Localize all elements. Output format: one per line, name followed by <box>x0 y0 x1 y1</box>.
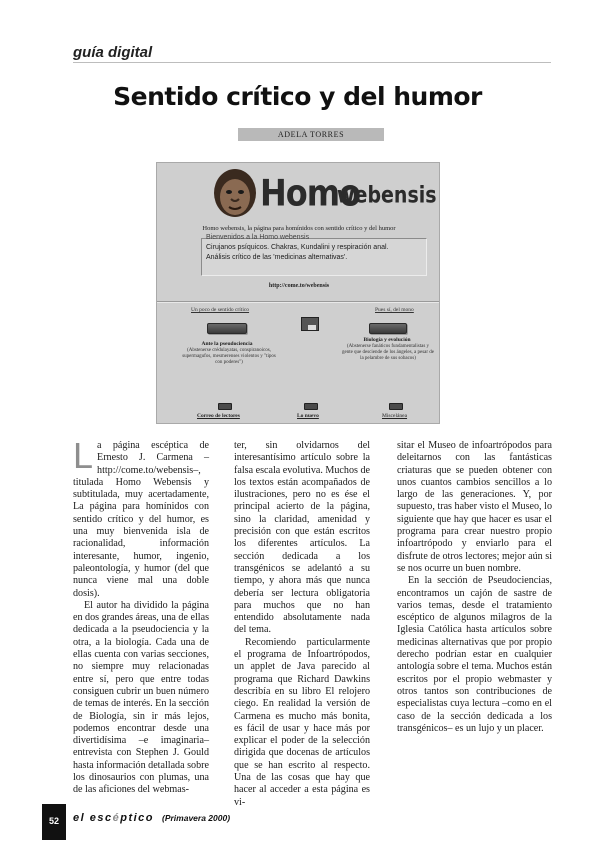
footer-link-correo[interactable]: Correo de lectores <box>197 413 240 419</box>
nuevo-button[interactable] <box>304 403 318 410</box>
site-tagline: Homo webensis, la página para homínidos con sentido crítico y del humor <box>202 225 396 232</box>
article-column-1 <box>73 435 209 797</box>
pseudociencia-heading: Ante la pseudociencia <box>201 341 253 347</box>
paragraph: Recomiendo particularmente el programa de Infoartrópodos, un applet de Java parecido al programa que Richard Dawkins describía en su libro El relojero ciego. En realidad la versión de Carmena es mucho más bonita, es fácil de usar y hace más por explicar el poder de la selección dirigida que docenas de artículos que se han escrito al respecto. Una de las cosas que hay que hacer al acceder a esta página es vi- <box>234 636 370 808</box>
paragraph: El autor ha dividido la página en dos grandes áreas, una de ellas dedicada a la pseudociencia y la otra, a la biología. Cada una de ellas cuenta con varias secciones, no siempre muy relacionadas entre sí, pero que entre todas consiguen cubrir un buen número de temas de interés. En la sección de Biología, sin ir más lejos, podemos encontrar desde una divertidísima –e imaginaria– entrevista con Stephen J. Gould hasta información detallada sobre los dinosaurios con plumas, una de las aficiones del webmas- <box>73 599 209 796</box>
mailbox-icon[interactable] <box>301 317 319 331</box>
listbox-line: Análisis crítico de las 'medicinas alternativas'. <box>206 254 348 261</box>
magazine-name-part: ptico <box>120 812 154 824</box>
biologia-heading: Biología y evolución <box>363 337 411 343</box>
hominid-face-icon <box>212 166 258 218</box>
link-sentido-critico[interactable]: Un poco de sentido crítico <box>191 307 250 313</box>
article-title: Sentido crítico y del humor <box>113 82 482 111</box>
website-screenshot <box>156 162 440 424</box>
section-label: guía digital <box>73 44 153 61</box>
biologia-button[interactable] <box>369 323 407 334</box>
listbox-line: Cirujanos psíquicos. Chakras, Kundalini y respiración anal. <box>206 244 389 251</box>
logo-homo-text: Homo <box>260 171 361 215</box>
magazine-name <box>73 812 154 824</box>
footer-link-miscelanea[interactable]: Miscelánea <box>382 413 408 419</box>
author-byline: ADELA TORRES <box>238 128 384 141</box>
paragraph: En la sección de Pseudociencias, encontramos un cajón de sastre de varios temas, desde el tratamiento escéptico de algunos milagros de la Iglesia Católica hasta artículos sobre medicinas alternativas que por propio derecho podrían estar en cualquier antología sobre el tema. Muchos están escritos por el propio webmaster y otros tantos son contribuciones de especialistas cuya lectura –como en el caso de la sección dedicada a los transgénicos– es un lujo y un placer. <box>397 575 552 734</box>
logo-webensis-text: webensis <box>337 182 437 209</box>
site-url[interactable]: http://come.to/webensis <box>268 283 330 289</box>
issue-label: (Primavera 2000) <box>162 813 231 823</box>
news-listbox[interactable] <box>201 234 427 276</box>
article-column-2 <box>234 440 370 809</box>
footer-link-nuevo[interactable]: Lo nuevo <box>297 413 319 419</box>
link-del-mono[interactable]: Pues sí, del mono <box>375 307 414 313</box>
miscelanea-button[interactable] <box>389 403 403 410</box>
magazine-name-part: el esc <box>73 812 113 824</box>
biologia-description: (Abstenerse fanáticos fundamentalistas y gente que desciende de los ángeles, a pesar de la pelambre de sus sobacos) <box>341 344 435 361</box>
paragraph: a página escéptica de Ernesto J. Carmena –http://come.to/webensis–, titulada Homo Webensis y subtitulada, muy acertadamente, La página para homínidos con sentido crítico y del humor, es una muy bienvenida isla de racionalidad, información interesante, humor, ingenio, paleontología, y humor (del que nunca viene mal una doble dosis). <box>73 440 209 599</box>
pseudociencia-button[interactable] <box>207 323 247 334</box>
drop-cap: L <box>73 435 94 476</box>
article-column-3 <box>397 440 552 735</box>
paragraph: ter, sin olvidarnos del interesantísimo artículo sobre la falsa escala evolutiva. Muchos de los textos están acompañados de ilustraciones, pero no es ése el principal acierto de la página, sino la claridad, amenidad y precisión con que están escritos los diferentes artículos. La sección dedicada a los transgénicos se adelantó a su tiempo, y ahora más que nunca debería ser lectura obligatoria para muchos que no han entendido absolutamente nada del tema. <box>234 440 370 636</box>
magazine-name-accent: é <box>112 812 121 824</box>
listbox-cut-line: Bienvenidos a la Homo webensis <box>206 234 310 241</box>
header-rule <box>73 62 551 63</box>
page-number: 52 <box>42 804 66 840</box>
correo-button[interactable] <box>218 403 232 410</box>
paragraph: sitar el Museo de infoartrópodos para deleitarnos con las fantásticas criaturas que se pueden obtener con unos cuantos cambios sencillos a lo largo de las generaciones. Y, por supuesto, tras haber visto el Museo, lo siguiente que hay que hacer es usar el programa para crear nuestro propio infoartrópodo y enviarlo para el disfrute de otros lectores; mejor aún si se nos ocurre un buen nombre. <box>397 440 552 574</box>
pseudociencia-description: (Abstenerse crédulayatas, conspiranoicos, supermagufos, mesmerenses violentos y "tipos con poderes") <box>182 348 276 365</box>
site-divider <box>157 301 440 303</box>
